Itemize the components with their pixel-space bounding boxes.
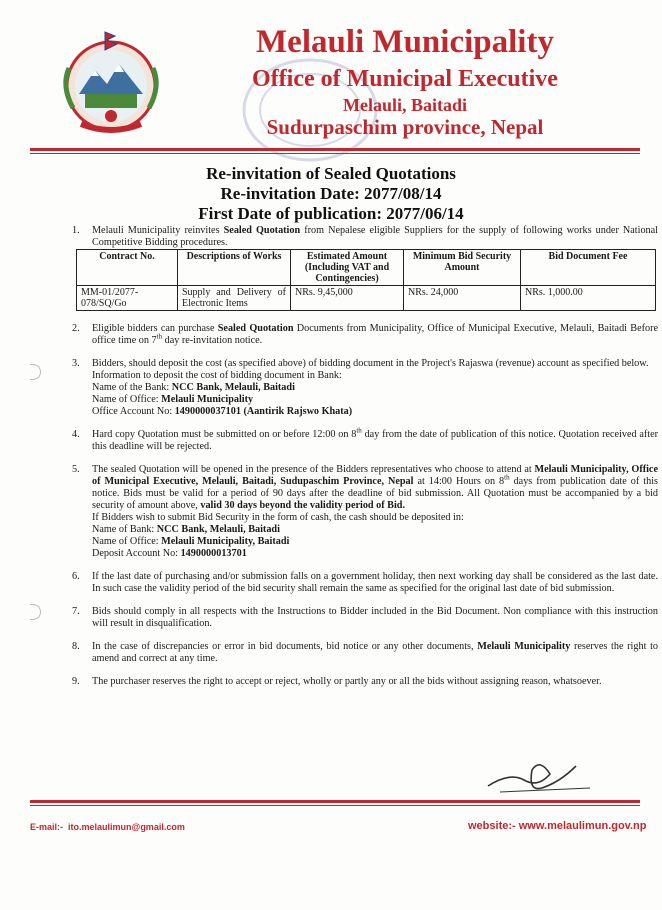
notice-body (72, 225, 658, 699)
clause-2: 2. Eligible bidders can purchase Sealed Quotation Documents from Municipality, Office of Municipal Executive, Melauli, Baitadi Before office time on 7th day re-invitation notice. (72, 323, 659, 346)
clause-number: 5. (72, 464, 80, 475)
table-header: Estimated Amount (Including VAT and Contingencies) (291, 250, 404, 286)
clause-number: 9. (72, 676, 80, 687)
clause-5: 5. The sealed Quotation will be opened in the presence of the Bidders representatives who choose to attend at Melauli Municipality, Office of Municipal Executive, Melauli, Baitadi, Sudupaschim Province, Nepal at 14:00 Hours on 8th days from publication date of this notice. Bids must be valid for a period of 90 days after the deadline of bid submission. All Quotation must be accompanied by a bid security of amount above, valid 30 days beyond the validity period of Bid. If Bidders wish to submit Bid Security in the form of cash, the cash should be deposited in: Name of Bank: NCC Bank, Melauli, Baitadi Name of Office: Melauli Municipality, Baitadi Deposit Account No: 1490000013701 (72, 464, 658, 559)
clause-9: 9. The purchaser reserves the right to accept or reject, wholly or partly any or all the bids without assigning reason, whatsoever. (72, 676, 602, 687)
footer-website: website:- www.melaulimun.gov.np (468, 820, 647, 832)
first-publication-date: First Date of publication: 2077/06/14 (198, 204, 464, 223)
table-header: Minimum Bid Security Amount (404, 250, 521, 286)
email-address[interactable]: ito.melaulimun@gmail.com (68, 822, 185, 832)
clause-number: 1. (72, 225, 80, 236)
table-header: Contract No. (77, 250, 178, 286)
clause-7: 7. Bids should comply in all respects with the Instructions to Bidder included in the Bid Document. Non compliance with this instruction will result in disqualification. (72, 606, 658, 629)
header-divider-thin (30, 153, 640, 154)
municipality-name: Melauli Municipality (256, 24, 554, 60)
clause-number: 6. (72, 571, 80, 582)
clause-number: 3. (72, 358, 80, 369)
clause-6: 6. If the last date of purchasing and/or submission falls on a government holiday, then next working day shall be considered as the last date. In such case the validity period of the bid security shall remain the same as specified for the original last date of bid submission. (72, 571, 658, 594)
header-divider (30, 148, 640, 151)
table-row (77, 286, 656, 311)
footer-divider-thin (30, 805, 640, 806)
table-cell: Supply and Delivery of Electronic Items (178, 286, 291, 311)
clause-number: 7. (72, 606, 80, 617)
handwritten-signature (480, 752, 600, 802)
clause-number: 2. (72, 323, 80, 334)
province-line: Sudurpaschim province, Nepal (266, 115, 544, 139)
clause-4: 4. Hard copy Quotation must be submitted on or before 12:00 on 8th day from the date of publication of this notice. Quotation received after this deadline will be rejected. (72, 426, 659, 452)
location-line: Melauli, Baitadi (342, 95, 467, 115)
table-cell: MM-01/2077-078/SQ/Go (77, 286, 178, 311)
notice-title: Re-invitation of Sealed Quotations (206, 164, 456, 183)
website-link[interactable]: www.melaulimun.gov.np (518, 820, 647, 832)
clause-1: 1. Melauli Municipality reinvites Sealed Quotation from Nepalese eligible Suppliers for the supply of following works under National Competitive Bidding procedures. Contract No. Descriptions of Works Estimated Amount (Including VAT and Contingencies) Minimum Bid Security Amount Bid Document Fee MM-01/2077-078/SQ/Go Supply and Delivery of Electronic Items NRs. 9,45,000 NRs. 24,000 NRs. 1,000.00 (72, 225, 658, 309)
clause-8: 8. In the case of discrepancies or error in bid documents, bid notice or any other documents, Melauli Municipality reserves the right to amend and correct at any time. (72, 641, 659, 664)
clause-number: 8. (72, 641, 80, 652)
municipality-emblem-logo (55, 28, 167, 140)
table-cell: NRs. 9,45,000 (291, 286, 404, 311)
table-header: Bid Document Fee (521, 250, 656, 286)
office-name: Office of Municipal Executive (252, 66, 558, 92)
works-table (76, 249, 656, 311)
footer-divider (30, 800, 640, 803)
clause-3: 3. Bidders, should deposit the cost (as specified above) of bidding document in the Project's Rajaswa (revenue) account as specified below. Information to deposit the cost of bidding document in Bank: Name of the Bank: NCC Bank, Melauli, Baitadi Name of Office: Melauli Municipality Office Account No: 1490000037101 (Aantirik Rajswo Khata) (72, 358, 649, 417)
table-cell: NRs. 1,000.00 (521, 286, 656, 311)
table-header: Descriptions of Works (178, 250, 291, 286)
clause-number: 4. (72, 429, 80, 440)
punch-hole (30, 604, 41, 620)
reinvitation-date: Re-invitation Date: 2077/08/14 (220, 184, 442, 203)
punch-hole (30, 364, 41, 380)
footer-email: E-mail:- ito.melaulimun@gmail.com (30, 822, 185, 832)
table-cell: NRs. 24,000 (404, 286, 521, 311)
